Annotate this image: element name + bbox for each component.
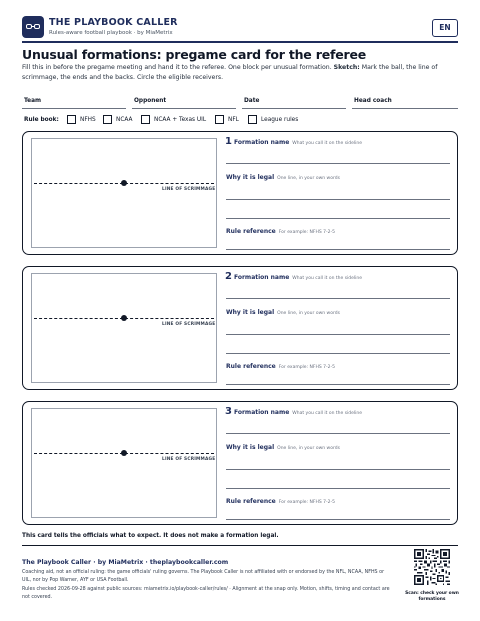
formation-name-label	[234, 409, 362, 416]
sketch-area[interactable]	[31, 273, 217, 383]
head-coach-field[interactable]	[352, 97, 458, 109]
why-legal-text: Why it is legal	[226, 444, 275, 451]
why-legal-line-2[interactable]	[226, 218, 450, 219]
rule-reference-text: Rule reference	[226, 498, 276, 505]
ball-icon	[121, 315, 127, 321]
formation-name-hint: What you call it on the sideline	[292, 276, 363, 281]
why-legal-hint: One line, in your own words	[277, 176, 340, 181]
rulebook-row	[22, 115, 462, 127]
why-legal-line-1[interactable]	[226, 469, 450, 470]
brand-name: THE PLAYBOOK CALLER	[49, 17, 178, 28]
formation-name-text: Formation name	[234, 139, 290, 146]
opponent-label: Opponent	[134, 98, 167, 104]
footer-note: This card tells the officials what to expect. It does not make a formation legal.	[22, 533, 279, 539]
formation-name-line[interactable]	[226, 298, 450, 299]
why-legal-label	[226, 309, 340, 316]
ball-icon	[121, 180, 127, 186]
rule-reference-text: Rule reference	[226, 228, 276, 235]
why-legal-text: Why it is legal	[226, 309, 275, 316]
los-label: LINE OF SCRIMMAGE	[162, 322, 216, 327]
intro-text: Fill this in before the pregame meeting and hand it to the referee. One block per unusual formation.	[22, 64, 334, 71]
why-legal-text: Why it is legal	[226, 174, 275, 181]
brand-tagline: Rules-aware football playbook · by MiaMetrix	[49, 30, 173, 36]
glasses-icon	[22, 16, 44, 38]
intro-bold: Sketch:	[333, 64, 360, 71]
formation-name-hint: What you call it on the sideline	[292, 141, 363, 146]
formation-name-label	[234, 139, 362, 146]
checkbox[interactable]	[215, 115, 224, 124]
formation-name-text: Formation name	[234, 274, 290, 281]
rule-reference-hint: For example: NFHS 7-2-5	[278, 230, 335, 235]
page-header	[0, 0, 480, 44]
why-legal-line-1[interactable]	[226, 334, 450, 335]
rule-reference-line[interactable]	[226, 519, 450, 520]
rulebook-label: Rule book:	[24, 117, 59, 123]
rulebook-option-label: NFL	[228, 117, 239, 123]
page-title: Unusual formations: pregame card for the referee	[22, 47, 367, 62]
rule-reference-hint: For example: NFHS 7-2-5	[278, 500, 335, 505]
formation-block-3	[22, 401, 458, 525]
rule-reference-label	[226, 363, 335, 370]
checkbox[interactable]	[141, 115, 150, 124]
formation-name-line[interactable]	[226, 433, 450, 434]
why-legal-line-1[interactable]	[226, 199, 450, 200]
formation-block-1	[22, 131, 458, 255]
qr-caption: Scan: check your own formations	[405, 591, 459, 602]
los-label: LINE OF SCRIMMAGE	[162, 457, 216, 462]
date-field[interactable]	[242, 97, 346, 109]
formation-name-text: Formation name	[234, 409, 290, 416]
why-legal-line-2[interactable]	[226, 488, 450, 489]
team-field[interactable]	[22, 97, 126, 109]
rule-reference-label	[226, 228, 335, 235]
intro-paragraph	[22, 63, 462, 82]
opponent-field[interactable]	[132, 97, 236, 109]
intro-rest: Mark the ball, the line of scrimmage, the ends and the backs. Circle the eligible receivers.	[22, 64, 438, 81]
language-button[interactable]: EN	[432, 19, 458, 37]
rule-reference-hint: For example: NFHS 7-2-5	[278, 365, 335, 370]
header-divider	[22, 41, 458, 43]
rule-reference-line[interactable]	[226, 384, 450, 385]
why-legal-hint: One line, in your own words	[277, 446, 340, 451]
block-number: 2	[225, 271, 232, 282]
why-legal-label	[226, 444, 340, 451]
rule-reference-label	[226, 498, 335, 505]
los-label: LINE OF SCRIMMAGE	[162, 187, 216, 192]
footer-disclaimer: Coaching aid, not an official ruling: the game officials' ruling governs. The Playbook Caller is not affiliated with or endorsed by the NFL, NCAA, NFHS or UIL, nor by Pop Warner, AYF or USA Football.	[22, 570, 385, 583]
date-label: Date	[244, 98, 260, 104]
rule-reference-line[interactable]	[226, 249, 450, 250]
sketch-area[interactable]	[31, 408, 217, 518]
why-legal-label	[226, 174, 340, 181]
rulebook-option-label: NFHS	[80, 117, 96, 123]
checkbox[interactable]	[67, 115, 76, 124]
footer-title[interactable]: The Playbook Caller · by MiaMetrix · theplaybookcaller.com	[22, 559, 229, 566]
formation-block-2	[22, 266, 458, 390]
rule-reference-text: Rule reference	[226, 363, 276, 370]
block-number: 3	[225, 406, 232, 417]
footer-rules-checked: Rules checked 2026-09-28 against public sources: miametrix.io/playbook-caller/rules/ · Alignment at the snap only. Motion, shifts, timing and contact are not covered.	[22, 587, 390, 600]
rulebook-option-label: NCAA	[116, 117, 133, 123]
why-legal-line-2[interactable]	[226, 353, 450, 354]
team-label: Team	[24, 98, 42, 104]
head-coach-label: Head coach	[354, 98, 392, 104]
footer-divider	[22, 545, 458, 546]
formation-name-line[interactable]	[226, 163, 450, 164]
checkbox[interactable]	[103, 115, 112, 124]
qr-code-icon[interactable]	[414, 549, 450, 585]
ball-icon	[121, 450, 127, 456]
why-legal-hint: One line, in your own words	[277, 311, 340, 316]
rulebook-option-label: NCAA + Texas UIL	[154, 117, 207, 123]
rulebook-option-label: League rules	[261, 117, 299, 123]
sketch-area[interactable]	[31, 138, 217, 248]
checkbox[interactable]	[248, 115, 257, 124]
formation-name-label	[234, 274, 362, 281]
block-number: 1	[225, 136, 232, 147]
formation-name-hint: What you call it on the sideline	[292, 411, 363, 416]
